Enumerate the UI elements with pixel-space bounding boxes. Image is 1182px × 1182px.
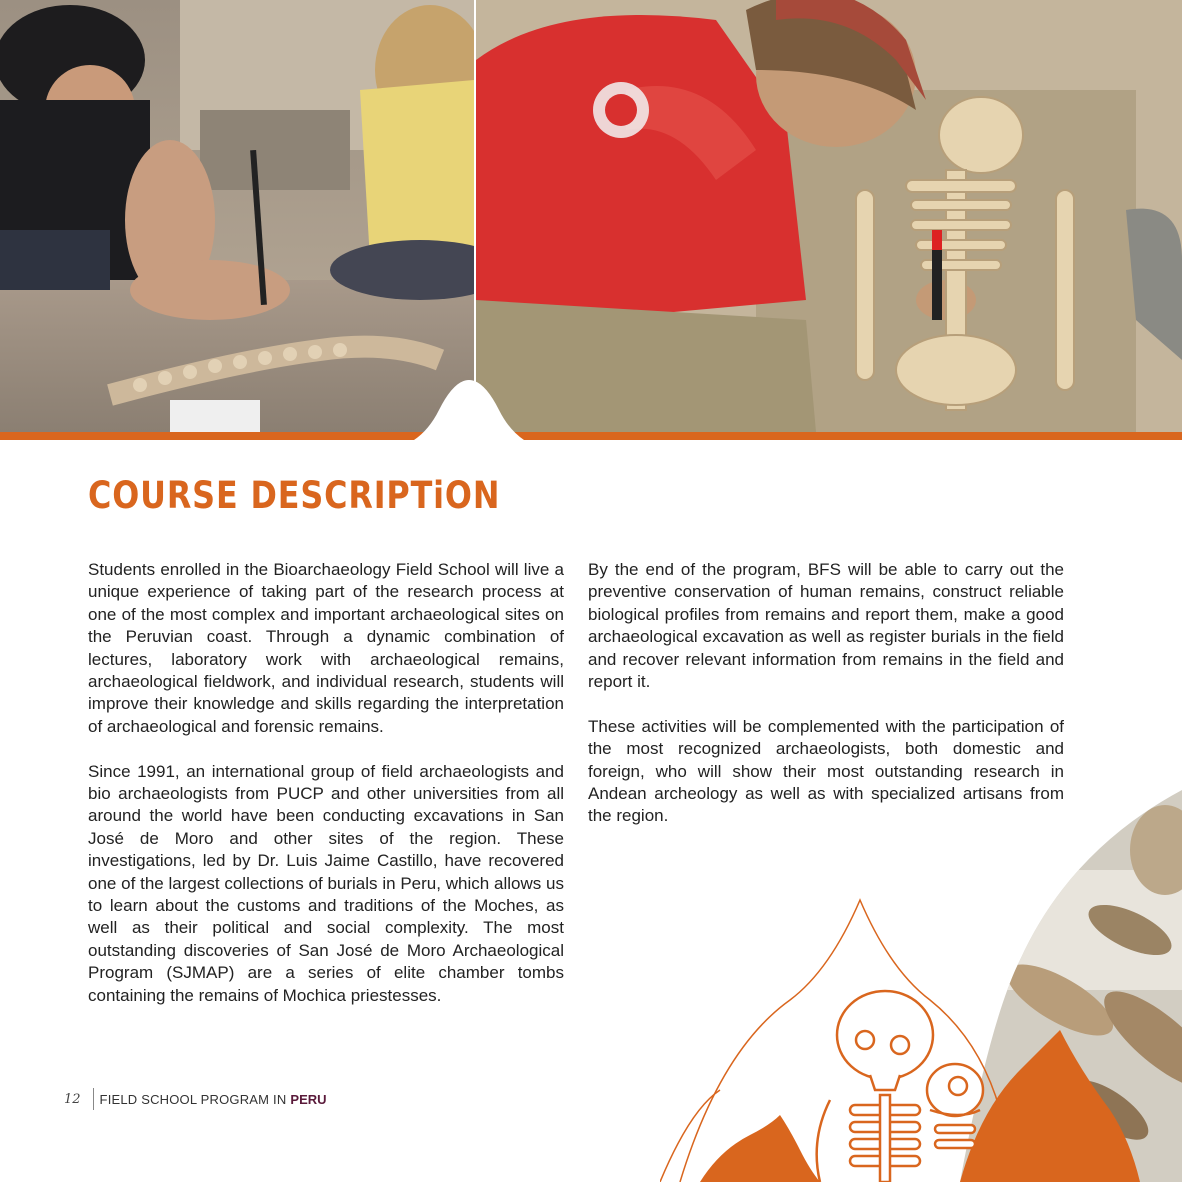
excavation-photo-left <box>0 0 474 432</box>
paragraph: By the end of the program, BFS will be able to carry out the preventive conservation of human remains, construct reliable biological profiles from remains and report them, make a good archaeological excavation as well as register burials in the field and recover relevant information from remains in the field and report it. <box>588 560 1064 692</box>
footer-country: PERU <box>290 1091 327 1107</box>
page-title: COURSE DESCRIPTiON <box>88 474 501 517</box>
header-notch-ornament <box>414 380 524 450</box>
header-rule-bar <box>0 432 1182 440</box>
excavation-photo-right <box>476 0 1182 432</box>
corner-illustration <box>660 790 1182 1182</box>
page-number: 12 <box>64 1091 81 1107</box>
paragraph: Since 1991, an international group of field archaeologists and bio archaeologists from PUCP and other universities from all around the world have been conducting excavations in San José de Moro and other sites of the region. These investigations, led by Dr. Luis Jaime Castillo, have recovered one of the largest collections of burials in Peru, which allows us to learn about the customs and traditions of the Moches, as well as their political and social complexity. The most outstanding discoveries of San José de Moro Archaeological Program (SJMAP) are a series of elite chamber tombs containing the remains of Mochica priestesses. <box>88 761 564 1005</box>
paragraph: Students enrolled in the Bioarchaeology Field School will live a unique experience of taking part of the research process at one of the most complex and important archaeological sites on the Peruvian coast. Through a dynamic combination of lectures, laboratory work with archaeological remains, archaeological fieldwork, and individual research, students will improve their knowledge and skills regarding the interpretation of archaeological and forensic remains. <box>88 560 564 736</box>
footer-label: FIELD SCHOOL PROGRAM IN <box>99 1091 287 1107</box>
footer-divider <box>93 1088 94 1110</box>
text-column-left <box>88 559 564 1030</box>
page-footer <box>64 1088 327 1110</box>
paragraph: These activities will be complemented with the participation of the most recognized archaeologists, both domestic and foreign, who will show their most outstanding research in Andean archeology as well as with specialized artisans from the region. <box>588 716 1064 826</box>
